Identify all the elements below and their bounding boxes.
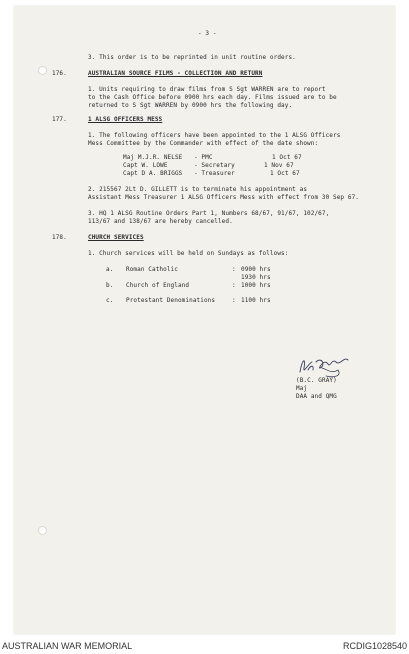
paragraph-line: returned to S Sgt WARREN by 0900 hrs the following day.: [88, 102, 293, 109]
section-number: 177.: [52, 116, 67, 123]
footer-source: AUSTRALIAN WAR MEMORIAL: [2, 641, 133, 651]
service-name: Church of England: [126, 282, 190, 289]
signatory-appointment: DAA and QMG: [296, 393, 337, 400]
committee-date: 1 Oct 67: [272, 154, 302, 161]
committee-member: Capt D A. BRIGGS: [123, 170, 183, 177]
footer-id: RCDIG1028540: [342, 641, 407, 651]
committee-role: - Secretary: [194, 162, 235, 169]
service-letter: c.: [106, 297, 114, 304]
service-time: 1000 hrs: [241, 282, 271, 289]
handwritten-signature: [292, 350, 352, 380]
committee-role: - PMC: [194, 154, 213, 161]
committee-date: 1 Oct 67: [270, 170, 300, 177]
service-name: Protestant Denominations: [126, 297, 216, 304]
paragraph-line: 3. HQ 1 ALSG Routine Orders Part 1, Numbers 68/67, 91/67, 102/67,: [88, 210, 330, 217]
paragraph-line: 1. Church services will be held on Sundays as follows:: [88, 250, 289, 257]
service-name: Roman Catholic: [126, 266, 178, 273]
paragraph-line: Mess Committee by the Commander with effect of the date shown:: [88, 140, 319, 147]
committee-role: - Treasurer: [194, 170, 235, 177]
section-number: 178.: [52, 234, 67, 241]
paragraph-line: 1. Units requiring to draw films from S Sgt WARREN are to report: [88, 86, 326, 93]
section-heading: 1 ALSG OFFICERS MESS: [88, 116, 163, 123]
section-number: 176.: [52, 70, 67, 77]
service-time: 1930 hrs: [241, 274, 271, 281]
service-colon: :: [232, 297, 236, 304]
paragraph-line: Assistant Mess Treasurer 1 ALSG Officers Mess with effect from 30 Sep 67.: [88, 194, 359, 201]
signatory-rank: Maj: [296, 385, 308, 392]
paragraph: 3. This order is to be reprinted in unit routine orders.: [88, 54, 296, 61]
paragraph-line: to the Cash Office before 0900 hrs each day. Films issued are to be: [88, 94, 337, 101]
paragraph-line: 113/67 and 138/67 are hereby cancelled.: [88, 218, 233, 225]
service-letter: a.: [106, 266, 114, 273]
section-heading: CHURCH SERVICES: [88, 234, 144, 241]
signatory-name: (B.C. GRAY): [296, 377, 337, 384]
committee-member: Capt W. LOWE: [123, 162, 168, 169]
paragraph-line: 1. The following officers have been appointed to the 1 ALSG Officers: [88, 132, 341, 139]
committee-member: Maj M.J.R. NELSE: [123, 154, 183, 161]
punch-hole: [38, 66, 47, 75]
service-colon: :: [232, 266, 236, 273]
section-heading: AUSTRALIAN SOURCE FILMS - COLLECTION AND RETURN: [88, 70, 263, 77]
page-number: - 3 -: [198, 30, 217, 37]
paragraph-line: 2. 215567 2Lt D. GILLETT is to terminate his appointment as: [88, 186, 308, 193]
punch-hole: [38, 526, 47, 535]
committee-date: 1 Nov 67: [264, 162, 294, 169]
service-colon: :: [232, 282, 236, 289]
service-time: 1100 hrs: [241, 297, 271, 304]
service-time: 0900 hrs: [241, 266, 271, 273]
service-letter: b.: [106, 282, 114, 289]
